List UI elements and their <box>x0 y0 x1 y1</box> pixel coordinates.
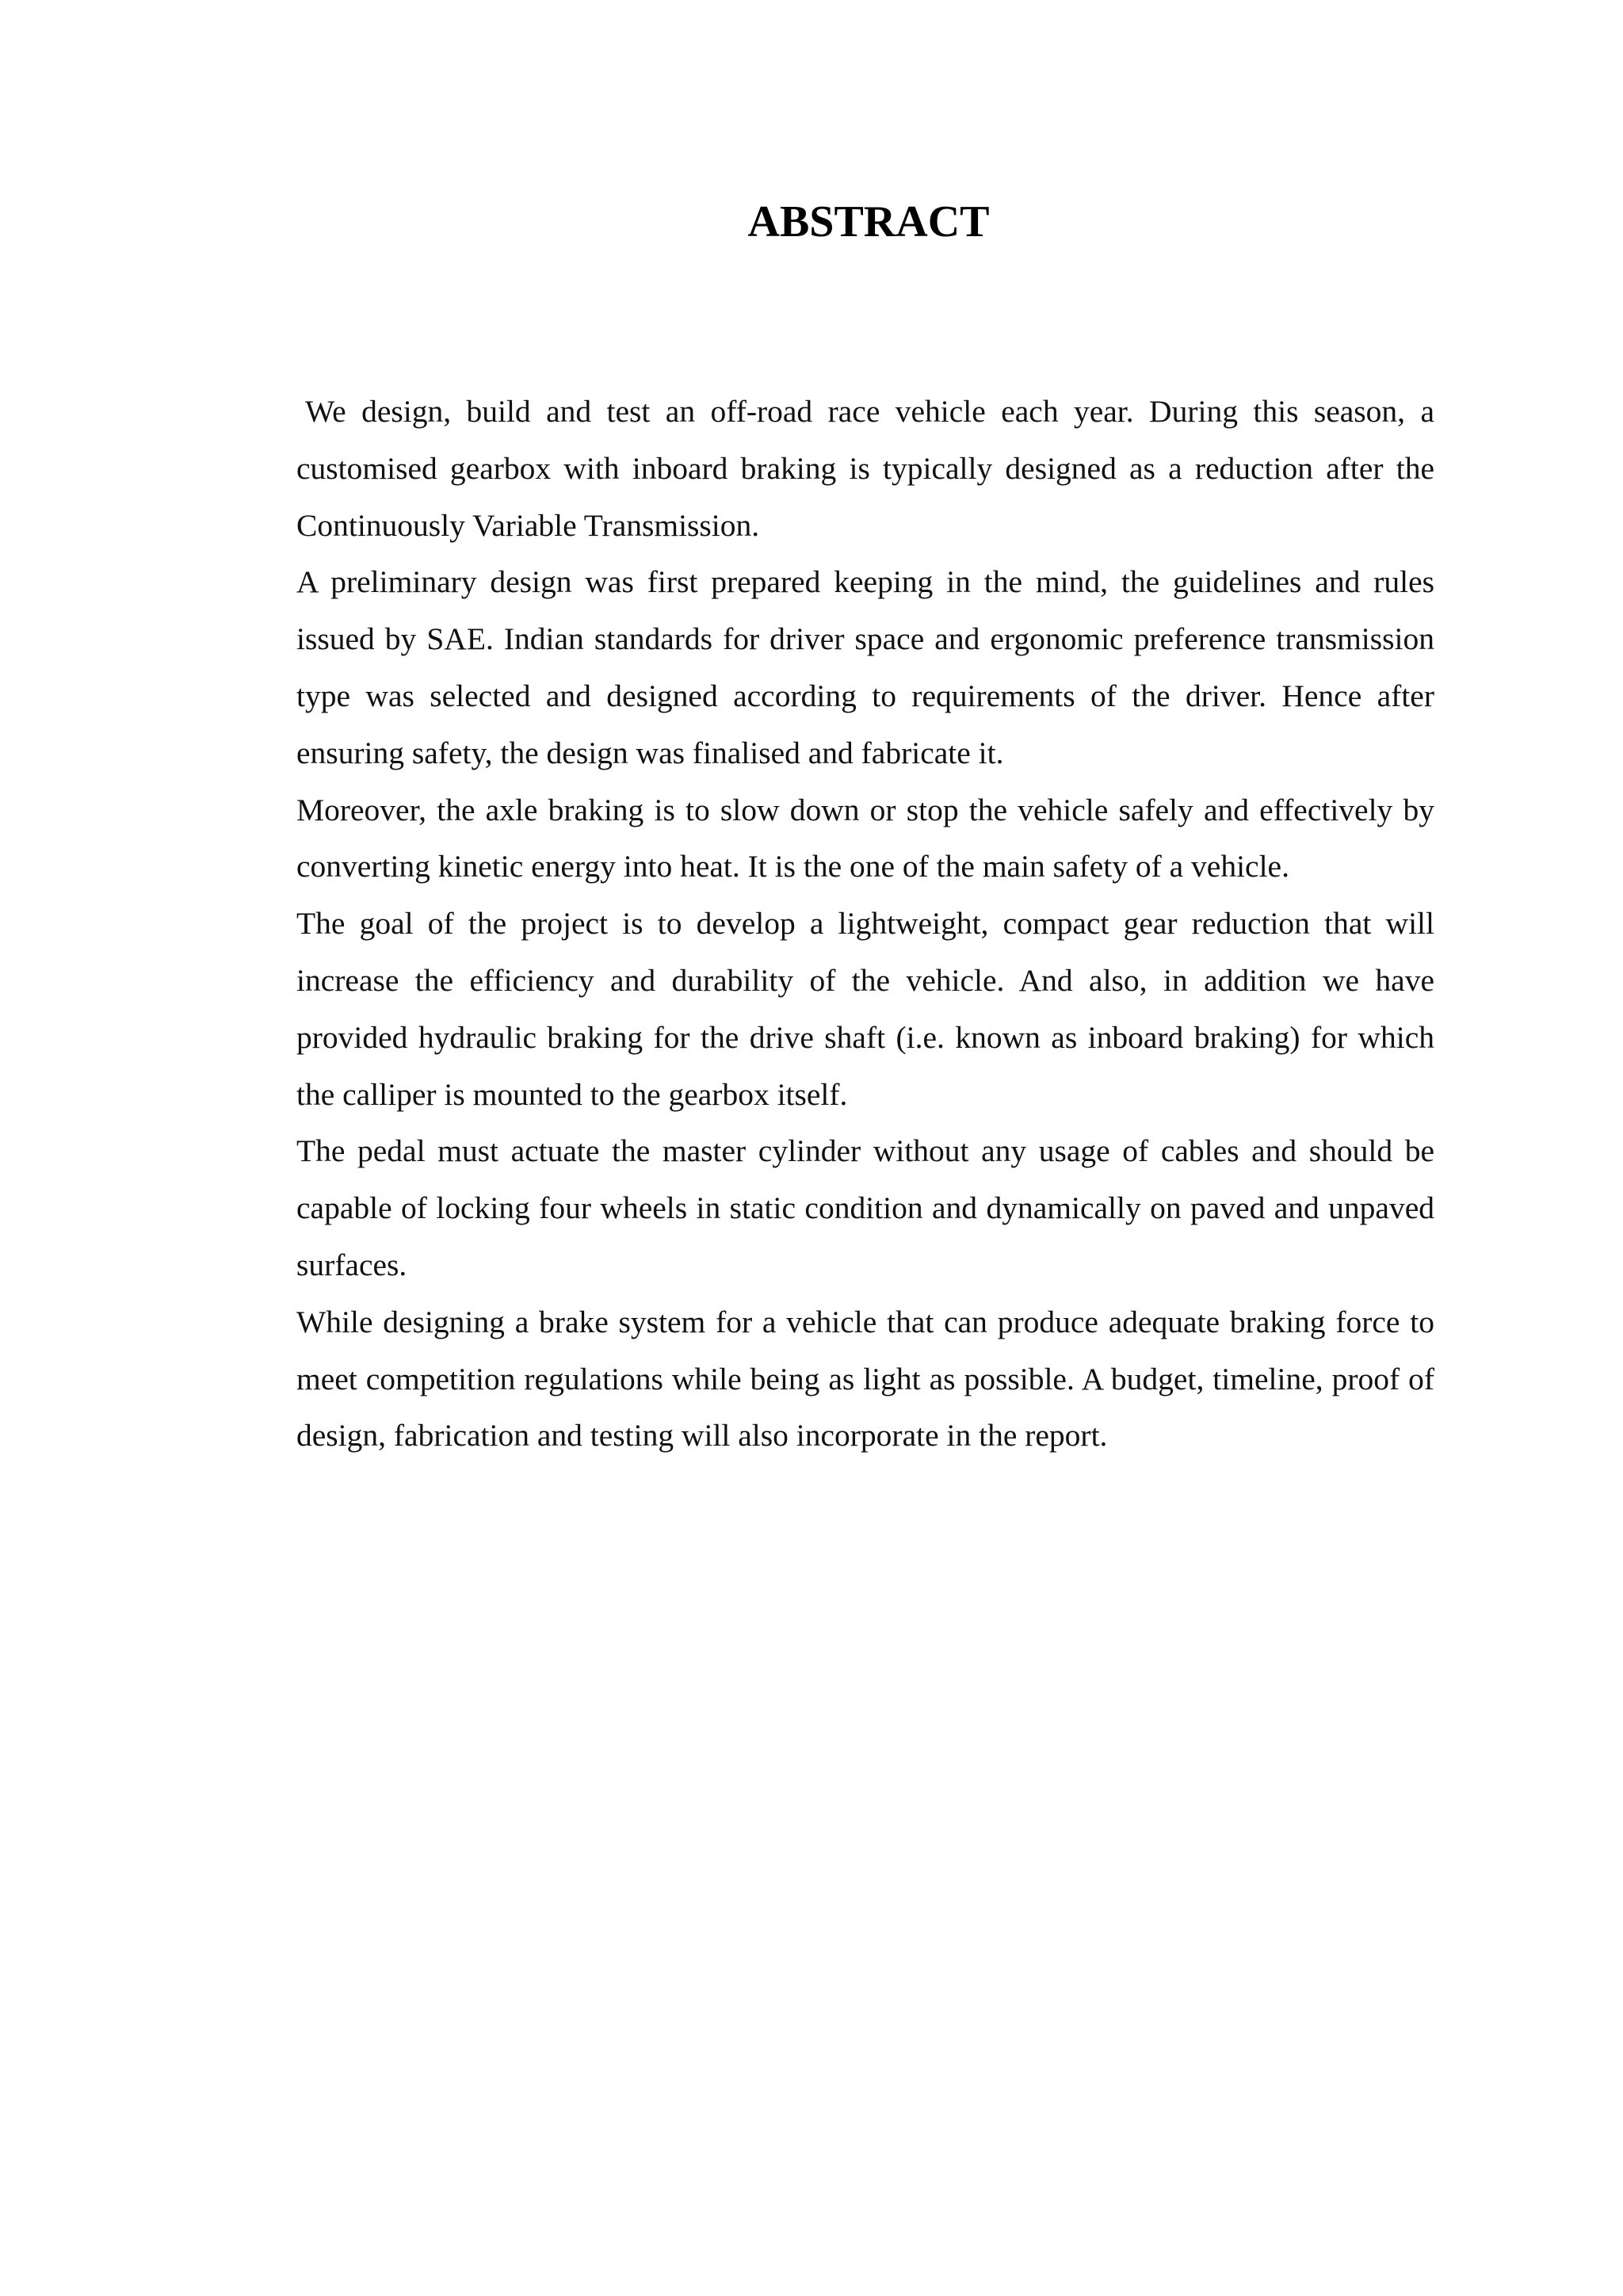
abstract-paragraph: The pedal must actuate the master cylinder without any usage of cables and should be capable of locking four wheels in static condition and dynamically on paved and unpaved surfaces. <box>296 1133 1434 1282</box>
abstract-paragraph: Moreover, the axle braking is to slow down or stop the vehicle safely and effectively by converting kinetic energy into heat. It is the one of the main safety of a vehicle. <box>296 792 1434 884</box>
abstract-paragraph: A preliminary design was first prepared keeping in the mind, the guidelines and rules issued by SAE. Indian standards for driver space and ergonomic preference transmission type was selected and designed according to requirements of the driver. Hence after ensuring safety, the design was finalised and fabricate it. <box>296 564 1434 770</box>
abstract-paragraph: The goal of the project is to develop a lightweight, compact gear reduction that will increase the efficiency and durability of the vehicle. And also, in addition we have provided hydraulic braking for the drive shaft (i.e. known as inboard braking) for which the calliper is mounted to the gearbox itself. <box>296 906 1434 1112</box>
page-title: ABSTRACT <box>747 197 990 246</box>
abstract-body <box>296 384 1434 1465</box>
abstract-paragraph: While designing a brake system for a vehicle that can produce adequate braking force to meet competition regulations while being as light as possible. A budget, timeline, proof of design, fabrication and testing will also incorporate in the report. <box>296 1304 1434 1454</box>
abstract-paragraph: We design, build and test an off-road race vehicle each year. During this season, a customised gearbox with inboard braking is typically designed as a reduction after the Continuously Variable Transmission. <box>296 394 1434 543</box>
